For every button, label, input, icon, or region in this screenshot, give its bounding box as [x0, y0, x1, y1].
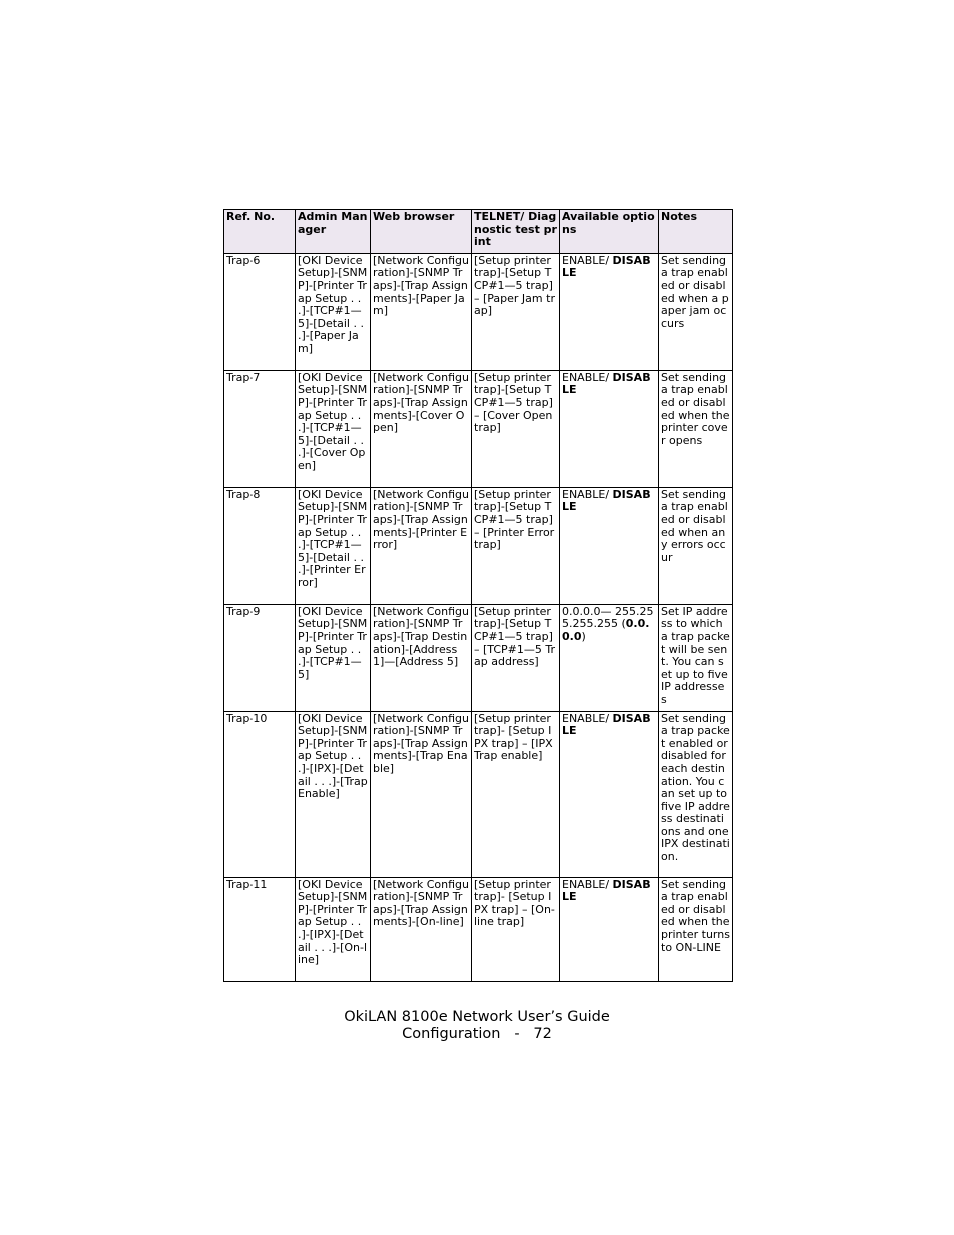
cell-telnet: [Setup printer trap]-[Setup TCP#1—5 trap] – [Paper Jam trap] [472, 253, 560, 370]
header-notes: Notes [659, 210, 733, 254]
cell-options [560, 711, 659, 877]
cell-options [560, 877, 659, 981]
options-default: DISABLE [562, 877, 651, 904]
header-admin-manager: Admin Manager [296, 210, 371, 254]
options-default: DISABLE [562, 253, 651, 280]
header-web-browser: Web browser [371, 210, 472, 254]
options-suffix: ) [581, 629, 586, 643]
options-default: DISABLE [562, 370, 651, 397]
cell-admin: [OKI Device Setup]-[SNMP]-[Printer Trap Setup . . .]-[TCP#1—5] [296, 604, 371, 711]
cell-notes: Set sending a trap enabled or disabled when a paper jam occurs [659, 253, 733, 370]
cell-ref: Trap-9 [224, 604, 296, 711]
header-ref-no: Ref. No. [224, 210, 296, 254]
cell-ref: Trap-6 [224, 253, 296, 370]
header-available-options: Available options [560, 210, 659, 254]
cell-web: [Network Configuration]-[SNMP Traps]-[Trap Assignments]-[On-line] [371, 877, 472, 981]
cell-telnet: [Setup printer trap]-[Setup TCP#1—5 trap] – [TCP#1—5 Trap address] [472, 604, 560, 711]
cell-ref: Trap-11 [224, 877, 296, 981]
table-row [224, 487, 733, 604]
cell-admin: [OKI Device Setup]-[SNMP]-[Printer Trap Setup . . .]-[IPX]-[Detail . . .]-[On-line] [296, 877, 371, 981]
cell-telnet: [Setup printer trap]-[Setup TCP#1—5 trap] – [Cover Open trap] [472, 370, 560, 487]
cell-notes: Set sending a trap enabled or disabled when the printer cover opens [659, 370, 733, 487]
cell-options [560, 253, 659, 370]
cell-telnet: [Setup printer trap]-[Setup TCP#1—5 trap] – [Printer Error trap] [472, 487, 560, 604]
cell-web: [Network Configuration]-[SNMP Traps]-[Trap Assignments]-[Paper Jam] [371, 253, 472, 370]
options-text: ENABLE/ [562, 487, 613, 501]
table-row [224, 370, 733, 487]
cell-web: [Network Configuration]-[SNMP Traps]-[Trap Destination]-[Address 1]—[Address 5] [371, 604, 472, 711]
table-row [224, 711, 733, 877]
table-header-row [224, 210, 733, 254]
cell-notes: Set sending a trap enabled or disabled when the printer turns to ON-LINE [659, 877, 733, 981]
header-telnet: TELNET/ Diagnostic test print [472, 210, 560, 254]
options-default: DISABLE [562, 711, 651, 738]
cell-options [560, 487, 659, 604]
cell-admin: [OKI Device Setup]-[SNMP]-[Printer Trap Setup . . .]-[TCP#1—5]-[Detail . . .]-[Printer Error] [296, 487, 371, 604]
cell-ref: Trap-7 [224, 370, 296, 487]
trap-settings-table [223, 209, 733, 982]
cell-options [560, 604, 659, 711]
cell-ref: Trap-10 [224, 711, 296, 877]
cell-telnet: [Setup printer trap]- [Setup IPX trap] – [On-line trap] [472, 877, 560, 981]
options-text: ENABLE/ [562, 253, 613, 267]
cell-web: [Network Configuration]-[SNMP Traps]-[Trap Assignments]-[Trap Enable] [371, 711, 472, 877]
table-row [224, 877, 733, 981]
options-default: 0.0.0.0 [562, 617, 650, 643]
cell-ref: Trap-8 [224, 487, 296, 604]
cell-admin: [OKI Device Setup]-[SNMP]-[Printer Trap Setup . . .]-[IPX]-[Detail . . .]-[Trap Enable] [296, 711, 371, 877]
options-default: DISABLE [562, 487, 651, 514]
cell-options [560, 370, 659, 487]
cell-web: [Network Configuration]-[SNMP Traps]-[Trap Assignments]-[Cover Open] [371, 370, 472, 487]
cell-notes: Set sending a trap enabled or disabled when any errors occur [659, 487, 733, 604]
cell-notes: Set sending a trap packet enabled or disabled for each destination. You can set up to five IP address destinations and one IPX destination. [659, 711, 733, 877]
table-row [224, 253, 733, 370]
cell-admin: [OKI Device Setup]-[SNMP]-[Printer Trap Setup . . .]-[TCP#1—5]-[Detail . . .]-[Paper Jam] [296, 253, 371, 370]
cell-admin: [OKI Device Setup]-[SNMP]-[Printer Trap Setup . . .]-[TCP#1—5]-[Detail . . .]-[Cover Open] [296, 370, 371, 487]
options-text: ENABLE/ [562, 370, 613, 384]
cell-telnet: [Setup printer trap]- [Setup IPX trap] – [IPX Trap enable] [472, 711, 560, 877]
options-text: ENABLE/ [562, 877, 613, 891]
options-text: 0.0.0.0— 255.255.255.255 ( [562, 604, 654, 631]
footer-guide-title: OkiLAN 8100e Network User’s Guide [344, 1009, 610, 1025]
options-text: ENABLE/ [562, 711, 613, 725]
table-row [224, 604, 733, 711]
cell-web: [Network Configuration]-[SNMP Traps]-[Trap Assignments]-[Printer Error] [371, 487, 472, 604]
table-header [224, 210, 733, 254]
table-body [224, 253, 733, 981]
footer-page-number: Configuration - 72 [402, 1026, 552, 1042]
cell-notes: Set IP address to which a trap packet will be sent. You can set up to five IP addresses [659, 604, 733, 711]
